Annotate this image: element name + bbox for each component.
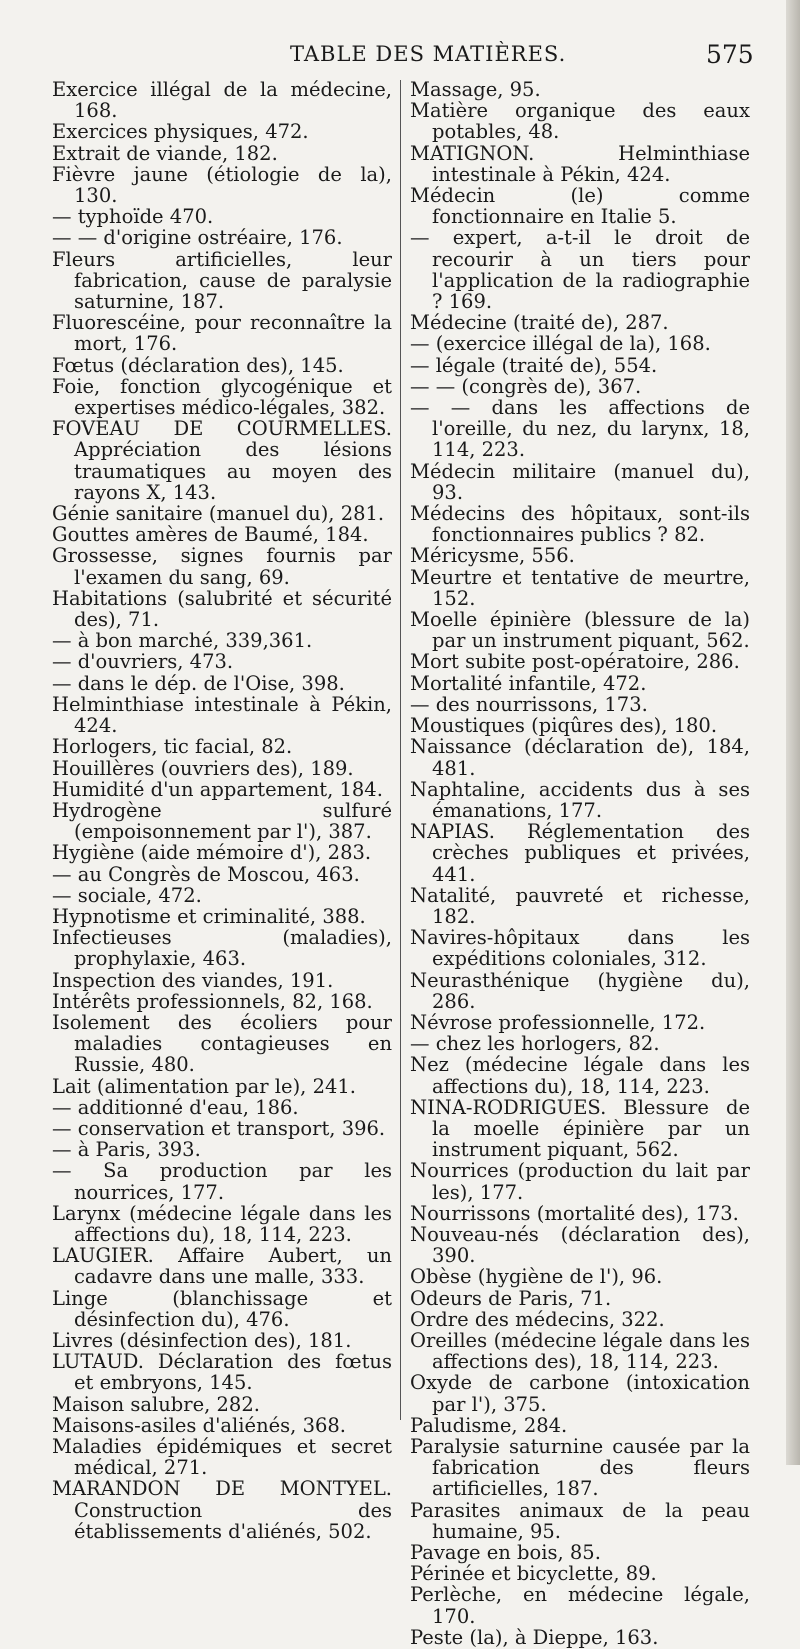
index-entry: Horlogers, tic facial, 82. [52, 735, 293, 759]
index-entry: Linge (blanchissage et désinfection du), 476. [52, 1286, 392, 1331]
index-entry: — additionné d'eau, 186. [52, 1095, 299, 1119]
index-entry: Isolement des écoliers pour maladies contagieuses en Russie, 480. [52, 1010, 392, 1077]
index-entry: Fœtus (déclaration des), 145. [52, 353, 344, 377]
index-entry: Maisons-asiles d'aliénés, 368. [52, 1413, 346, 1437]
index-entry: Hydrogène sulfuré (empoisonnement par l'), 387. [52, 798, 392, 844]
index-entry: Moelle épinière (blessure de la) par un instrument piquant, 562. [410, 608, 750, 653]
index-entry: Fièvre jaune (étiologie de la), 130. [52, 162, 392, 208]
index-entry: Médecins des hôpitaux, sont-ils fonctionnaires publics ? 82. [410, 502, 750, 547]
index-entry: Extrait de viande, 182. [52, 141, 278, 165]
index-entry: Humidité d'un appartement, 184. [52, 777, 383, 801]
index-entry: Moustiques (piqûres des), 180. [410, 714, 718, 738]
index-entry: Obèse (hygiène de l'), 96. [410, 1265, 663, 1289]
index-entry: Oreilles (médecine légale dans les affections des), 18, 114, 223. [410, 1328, 750, 1374]
index-entry: Lait (alimentation par le), 241. [52, 1074, 357, 1098]
index-entry: Odeurs de Paris, 71. [410, 1286, 612, 1310]
index-entry: — (exercice illégal de la), 168. [410, 332, 711, 356]
index-entry: Ordre des médecins, 322. [410, 1307, 665, 1331]
index-entry: NINA-RODRIGUES. Blessure de la moelle épinière par un instrument piquant, 562. [410, 1095, 750, 1162]
index-entry: Médecin (le) comme fonctionnaire en Italie 5. [410, 184, 750, 229]
index-entry: — dans le dép. de l'Oise, 398. [52, 671, 345, 695]
index-entry: Mort subite post-opératoire, 286. [410, 650, 740, 674]
index-entry: Navires-hôpitaux dans les expéditions coloniales, 312. [410, 926, 750, 971]
index-entry: Gouttes amères de Baumé, 184. [52, 523, 369, 547]
index-entry: Foie, fonction glycogénique et expertises médico-légales, 382. [52, 374, 392, 420]
index-entry: MARANDON DE MONTYEL. Construction des établissements d'aliénés, 502. [52, 1477, 392, 1543]
index-entry: Massage, 95. [410, 78, 541, 101]
index-entry: Périnée et bicyclette, 89. [410, 1562, 657, 1586]
index-entry: Natalité, pauvreté et richesse, 182. [410, 883, 750, 928]
index-entry: Hypnotisme et criminalité, 388. [52, 904, 366, 928]
index-entry: — à Paris, 393. [52, 1138, 201, 1162]
index-entry: Oxyde de carbone (intoxication par l'), 375. [410, 1371, 750, 1416]
page-edge [786, 0, 800, 1465]
index-entry: — — (congrès de), 367. [410, 374, 642, 398]
index-entry: Neurasthénique (hygiène du), 286. [410, 968, 750, 1013]
page-header [0, 42, 800, 72]
index-entry: — au Congrès de Moscou, 463. [52, 862, 360, 886]
index-entry: — conservation et transport, 396. [52, 1116, 386, 1140]
index-entry: Helminthiase intestinale à Pékin, 424. [52, 692, 392, 738]
index-entry: Parasites animaux de la peau humaine, 95. [410, 1498, 750, 1543]
index-column-right [410, 79, 750, 1648]
index-entry: Nez (médecine légale dans les affections du), 18, 114, 223. [410, 1053, 750, 1098]
column-divider [400, 80, 401, 1420]
index-entry: Grossesse, signes fournis par l'examen du sang, 69. [52, 544, 392, 589]
index-entry: — des nourrissons, 173. [410, 692, 648, 716]
index-entry: Houillères (ouvriers des), 189. [52, 756, 354, 780]
index-entry: — — dans les affections de l'oreille, du nez, du larynx, 18, 114, 223. [410, 396, 750, 462]
page-number: 575 [706, 40, 754, 69]
index-entry: LUTAUD. Déclaration des fœtus et embryons, 145. [52, 1350, 392, 1395]
index-entry: — expert, a-t-il le droit de recourir à un tiers pour l'application de la radiographie ? 169. [410, 226, 750, 314]
index-entry: — légale (traité de), 554. [410, 353, 658, 377]
index-entry: NAPIAS. Réglementation des crèches publiques et privées, 441. [410, 820, 750, 886]
index-entry: Nouveau-nés (déclaration des), 390. [410, 1222, 750, 1268]
index-entry: Pavage en bois, 85. [410, 1541, 601, 1565]
index-entry: Peste (la), à Dieppe, 163. [410, 1625, 659, 1649]
index-entry: — chez les horlogers, 82. [410, 1032, 660, 1056]
index-column-left [52, 79, 392, 1542]
index-entry: Infectieuses (maladies), prophylaxie, 463. [52, 926, 392, 971]
index-entry: MATIGNON. Helminthiase intestinale à Pékin, 424. [410, 141, 750, 186]
index-entry: Naissance (déclaration de), 184, 481. [410, 735, 750, 780]
index-entry: Mortalité infantile, 472. [410, 671, 647, 695]
index-entry: Livres (désinfection des), 181. [52, 1328, 352, 1352]
index-entry: Exercices physiques, 472. [52, 120, 309, 144]
index-entry: Fluorescéine, pour reconnaître la mort, 176. [52, 311, 392, 356]
index-entry: — — d'origine ostréaire, 176. [52, 226, 343, 250]
index-entry: Inspection des viandes, 191. [52, 968, 334, 992]
index-entry: Naphtaline, accidents dus à ses émanations, 177. [410, 777, 750, 822]
index-entry: Paralysie saturnine causée par la fabrication des fleurs artificielles, 187. [410, 1435, 750, 1501]
index-entry: Matière organique des eaux potables, 48. [410, 99, 750, 144]
index-entry: Intérêts professionnels, 82, 168. [52, 989, 373, 1013]
index-entry: FOVEAU DE COURMELLES. Appréciation des lésions traumatiques au moyen des rayons X, 143. [52, 417, 392, 504]
index-entry: Fleurs artificielles, leur fabrication, cause de paralysie saturnine, 187. [52, 247, 392, 314]
index-entry: Nourrices (production du lait par les), 177. [410, 1159, 750, 1204]
index-entry: Génie sanitaire (manuel du), 281. [52, 502, 385, 526]
index-entry: Larynx (médecine légale dans les affections du), 18, 114, 223. [52, 1201, 392, 1246]
index-entry: Meurtre et tentative de meurtre, 152. [410, 565, 750, 610]
index-entry: Nourrissons (mortalité des), 173. [410, 1201, 739, 1225]
index-entry: Hygiène (aide mémoire d'), 283. [52, 841, 372, 865]
index-entry: Maladies épidémiques et secret médical, 271. [52, 1435, 392, 1480]
index-entry: — typhoïde 470. [52, 205, 214, 229]
index-entry: Médecin militaire (manuel du), 93. [410, 459, 750, 504]
index-entry: Paludisme, 284. [410, 1413, 568, 1437]
index-entry: Habitations (salubrité et sécurité des), 71. [52, 586, 392, 632]
index-entry: Méricysme, 556. [410, 544, 575, 568]
index-entry: — Sa production par les nourrices, 177. [52, 1159, 392, 1204]
index-entry: Perlèche, en médecine légale, 170. [410, 1583, 750, 1628]
running-title: TABLE DES MATIÈRES. [290, 42, 567, 66]
index-entry: — sociale, 472. [52, 883, 202, 907]
index-entry: Névrose professionnelle, 172. [410, 1010, 706, 1034]
index-entry: Maison salubre, 282. [52, 1392, 260, 1416]
index-entry: LAUGIER. Affaire Aubert, un cadavre dans une malle, 333. [52, 1244, 392, 1289]
index-entry: Médecine (traité de), 287. [410, 311, 669, 335]
index-entry: Exercice illégal de la médecine, 168. [52, 78, 392, 123]
index-entry: — d'ouvriers, 473. [52, 650, 234, 674]
index-entry: — à bon marché, 339,361. [52, 629, 313, 653]
